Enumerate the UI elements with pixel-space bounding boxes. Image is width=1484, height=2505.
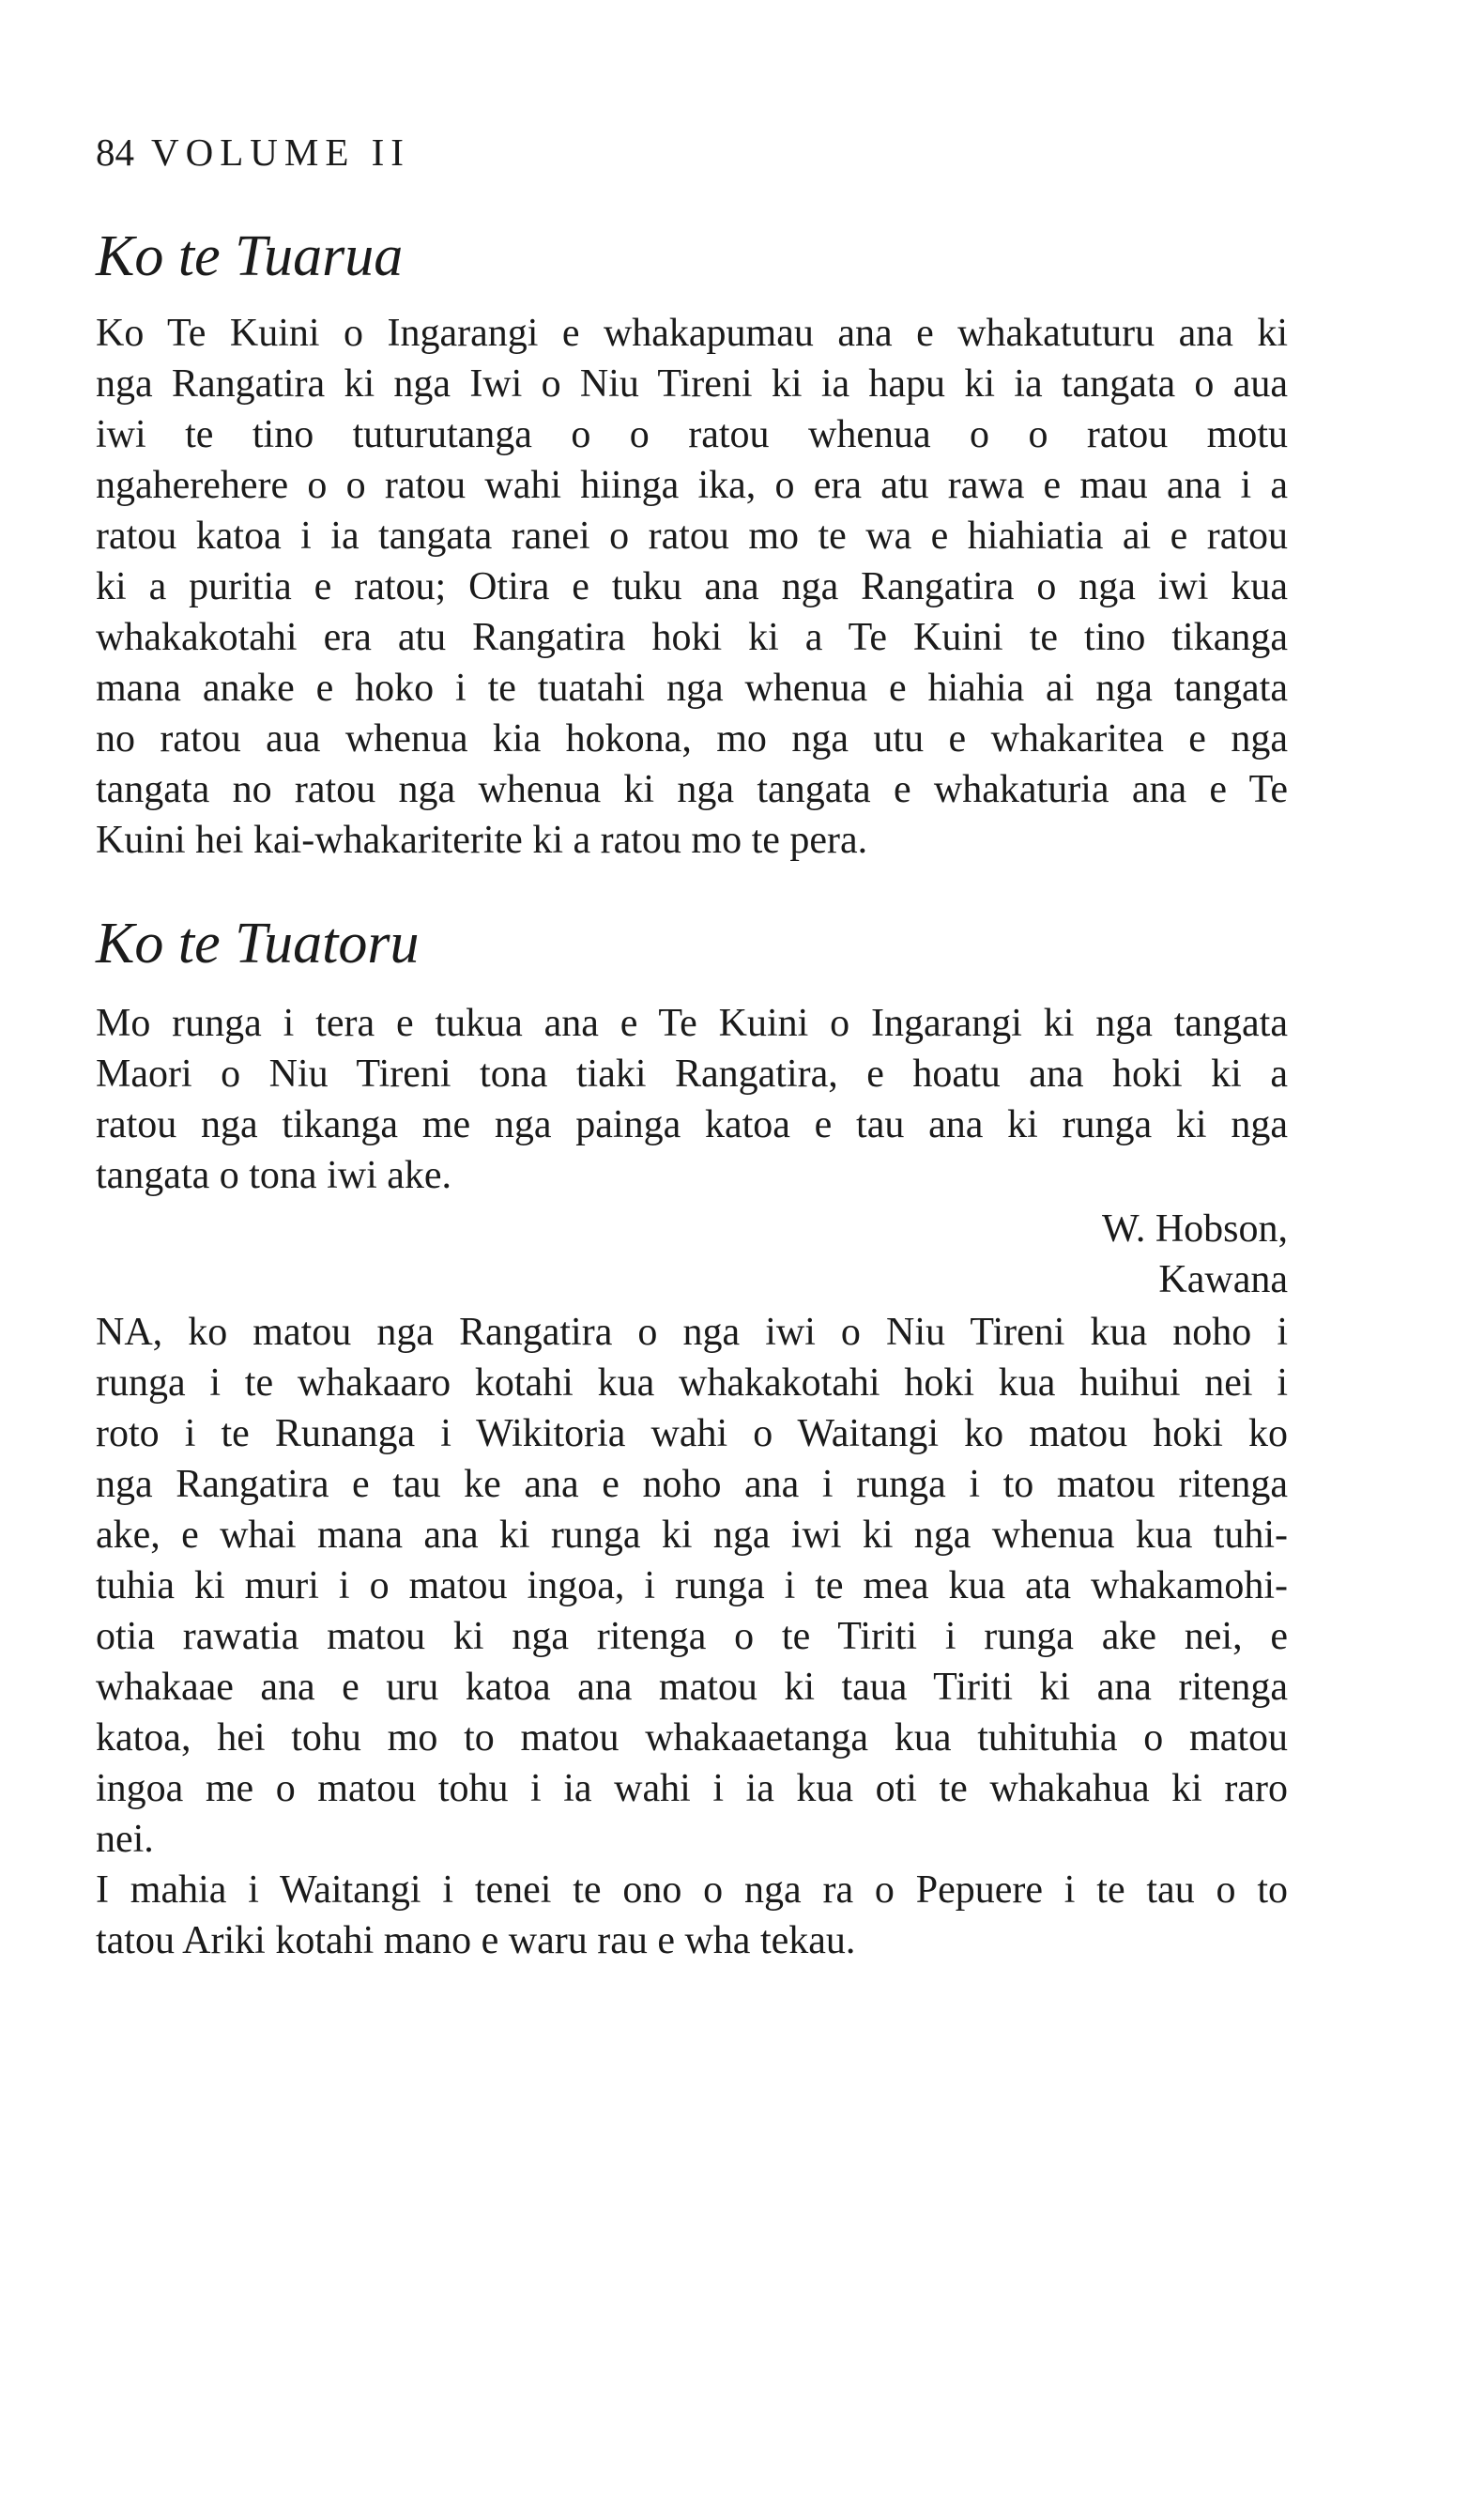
text-line: tangata no ratou nga whenua ki nga tangata e whakaturia ana e Te: [96, 768, 1288, 811]
signature-title: Kawana: [1158, 1258, 1288, 1301]
text-line: tuhia ki muri i o matou ingoa, i runga i te mea kua ata whakamohi-: [96, 1564, 1288, 1607]
article-three-heading: Ko te Tuatoru: [96, 912, 420, 976]
text-line: roto i te Runanga i Wikitoria wahi o Waitangi ko matou hoki ko: [96, 1412, 1288, 1455]
text-line: whakakotahi era atu Rangatira hoki ki a Te Kuini te tino tikanga: [96, 616, 1288, 659]
text-line: no ratou aua whenua kia hokona, mo nga utu e whakaritea e nga: [96, 717, 1288, 761]
dateline-text: [96, 1865, 1288, 1966]
text-line: tatou Ariki kotahi mano e waru rau e wha tekau.: [96, 1919, 856, 1962]
running-head: [96, 130, 410, 175]
text-line: ratou katoa i ia tangata ranei o ratou mo te wa e hiahiatia ai e ratou: [96, 515, 1288, 558]
text-line: ratou nga tikanga me nga painga katoa e tau ana ki runga ki nga: [96, 1103, 1288, 1146]
text-line: otia rawatia matou ki nga ritenga o te Tiriti i runga ake nei, e: [96, 1615, 1288, 1658]
text-line: I mahia i Waitangi i tenei te ono o nga ra o Pepuere i te tau o to: [96, 1868, 1288, 1912]
text-line: Ko Te Kuini o Ingarangi e whakapumau ana e whakatuturu ana ki: [96, 312, 1288, 355]
text-line: runga i te whakaaro kotahi kua whakakotahi hoki kua huihui nei i: [96, 1361, 1288, 1405]
volume-label: VOLUME II: [151, 131, 410, 174]
article-two-heading: Ko te Tuarua: [96, 224, 404, 288]
text-line: tangata o tona iwi ake.: [96, 1154, 452, 1197]
page-number: 84: [96, 131, 134, 174]
text-line: nei.: [96, 1818, 154, 1861]
text-line: Kuini hei kai-whakariterite ki a ratou mo te pera.: [96, 819, 868, 862]
signature-name: W. Hobson,: [1102, 1207, 1288, 1251]
text-line: ingoa me o matou tohu i ia wahi i ia kua oti te whakahua ki raro: [96, 1767, 1288, 1810]
text-line: nga Rangatira ki nga Iwi o Niu Tireni ki ia hapu ki ia tangata o aua: [96, 362, 1288, 406]
text-line: Mo runga i tera e tukua ana e Te Kuini o Ingarangi ki nga tangata: [96, 1002, 1288, 1045]
text-line: whakaae ana e uru katoa ana matou ki taua Tiriti ki ana ritenga: [96, 1666, 1288, 1709]
text-line: mana anake e hoko i te tuatahi nga whenua e hiahia ai nga tangata: [96, 667, 1288, 710]
text-line: Maori o Niu Tireni tona tiaki Rangatira, e hoatu ana hoki ki a: [96, 1053, 1288, 1096]
text-line: ake, e whai mana ana ki runga ki nga iwi ki nga whenua kua tuhi-: [96, 1514, 1288, 1557]
article-two-text: [96, 308, 1288, 866]
text-line: katoa, hei tohu mo to matou whakaaetanga kua tuhituhia o matou: [96, 1716, 1288, 1760]
text-line: iwi te tino tuturutanga o o ratou whenua o o ratou motu: [96, 413, 1288, 456]
text-line: ki a puritia e ratou; Otira e tuku ana nga Rangatira o nga iwi kua: [96, 565, 1288, 608]
text-line: nga Rangatira e tau ke ana e noho ana i runga i to matou ritenga: [96, 1463, 1288, 1506]
article-three-text: [96, 998, 1288, 1201]
text-line: ngaherehere o o ratou wahi hiinga ika, o era atu rawa e mau ana i a: [96, 464, 1288, 507]
text-line: NA, ko matou nga Rangatira o nga iwi o Niu Tireni kua noho i: [96, 1311, 1288, 1354]
declaration-text: [96, 1307, 1288, 1865]
